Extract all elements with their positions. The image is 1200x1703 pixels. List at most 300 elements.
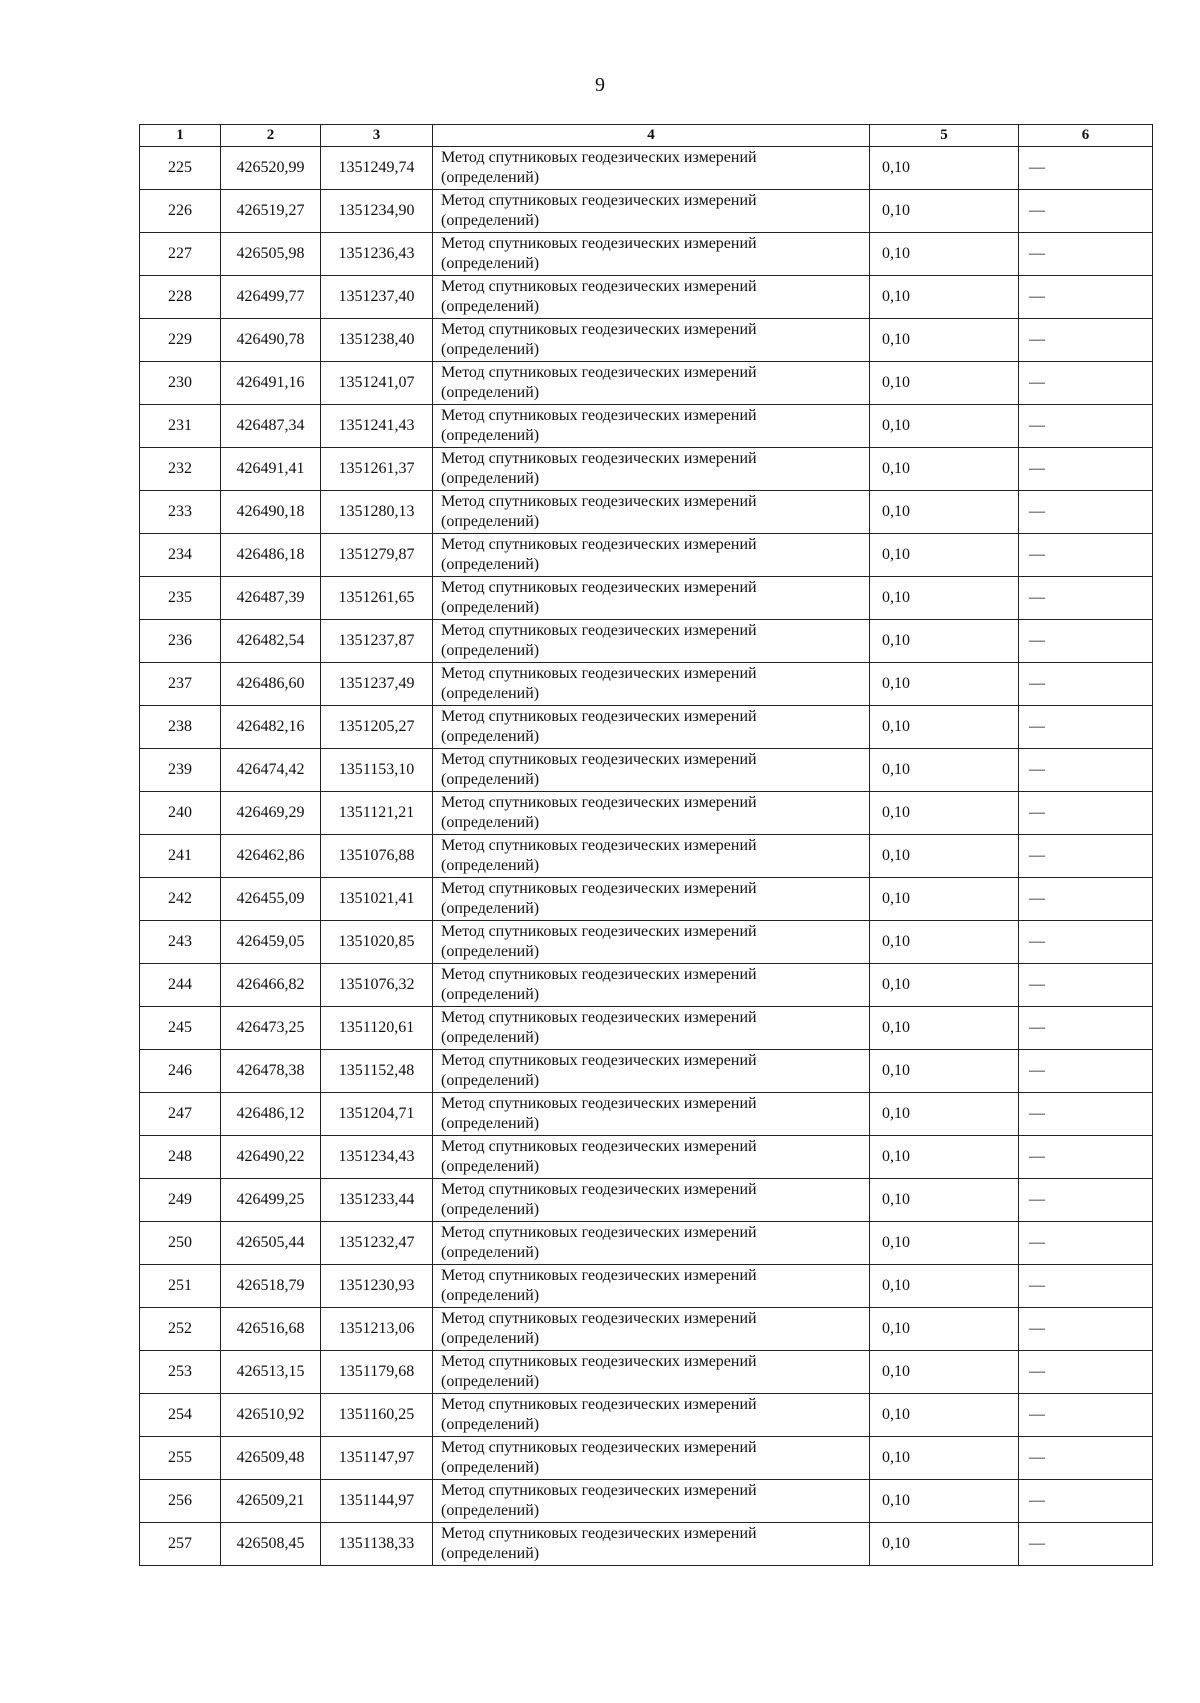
method-text: Метод спутниковых геодезических измерений [441, 622, 757, 639]
accuracy-value: 0,10 [870, 1136, 1019, 1179]
method-text-note: (определений) [441, 943, 540, 960]
method-text-note: (определений) [441, 1330, 540, 1347]
method-cell [433, 792, 870, 835]
method-text: Метод спутниковых геодезических измерений [441, 235, 757, 252]
method-cell [433, 706, 870, 749]
coordinate-y: 1351261,37 [321, 448, 433, 491]
method-cell [433, 448, 870, 491]
table-row [140, 1093, 1153, 1136]
accuracy-value: 0,10 [870, 1222, 1019, 1265]
method-text: Метод спутниковых геодезических измерений [441, 1181, 757, 1198]
description-dash: — [1019, 491, 1153, 534]
coordinate-y: 1351138,33 [321, 1523, 433, 1566]
coordinate-y: 1351241,07 [321, 362, 433, 405]
method-cell [433, 362, 870, 405]
table-row [140, 1480, 1153, 1523]
point-number: 233 [140, 491, 221, 534]
method-text-note: (определений) [441, 1029, 540, 1046]
coordinate-y: 1351152,48 [321, 1050, 433, 1093]
coordinate-y: 1351021,41 [321, 878, 433, 921]
method-text: Метод спутниковых геодезических измерений [441, 1052, 757, 1069]
method-text: Метод спутниковых геодезических измерений [441, 149, 757, 166]
coordinate-x: 426499,77 [221, 276, 321, 319]
point-number: 245 [140, 1007, 221, 1050]
description-dash: — [1019, 147, 1153, 190]
method-text: Метод спутниковых геодезических измерений [441, 751, 757, 768]
accuracy-value: 0,10 [870, 663, 1019, 706]
method-text: Метод спутниковых геодезических измерений [441, 1095, 757, 1112]
method-text: Метод спутниковых геодезических измерений [441, 1009, 757, 1026]
coordinate-y: 1351238,40 [321, 319, 433, 362]
table-row [140, 1222, 1153, 1265]
table-row [140, 663, 1153, 706]
coordinates-table [139, 124, 1153, 1566]
table-row [140, 1308, 1153, 1351]
coordinate-x: 426455,09 [221, 878, 321, 921]
header-col-2: 2 [221, 125, 321, 147]
method-cell [433, 749, 870, 792]
header-col-4: 4 [433, 125, 870, 147]
method-text-note: (определений) [441, 599, 540, 616]
method-text-note: (определений) [441, 427, 540, 444]
coordinate-x: 426487,39 [221, 577, 321, 620]
method-text-note: (определений) [441, 1502, 540, 1519]
accuracy-value: 0,10 [870, 405, 1019, 448]
method-cell [433, 1394, 870, 1437]
accuracy-value: 0,10 [870, 1050, 1019, 1093]
accuracy-value: 0,10 [870, 577, 1019, 620]
method-cell [433, 1050, 870, 1093]
coordinate-x: 426490,22 [221, 1136, 321, 1179]
table-body [140, 147, 1153, 1566]
accuracy-value: 0,10 [870, 921, 1019, 964]
point-number: 235 [140, 577, 221, 620]
coordinate-y: 1351147,97 [321, 1437, 433, 1480]
method-text: Метод спутниковых геодезических измерений [441, 1267, 757, 1284]
method-text-note: (определений) [441, 728, 540, 745]
method-text: Метод спутниковых геодезических измерений [441, 1310, 757, 1327]
accuracy-value: 0,10 [870, 1179, 1019, 1222]
header-col-3: 3 [321, 125, 433, 147]
point-number: 249 [140, 1179, 221, 1222]
table-row [140, 878, 1153, 921]
description-dash: — [1019, 792, 1153, 835]
method-cell [433, 276, 870, 319]
description-dash: — [1019, 620, 1153, 663]
method-text-note: (определений) [441, 1072, 540, 1089]
accuracy-value: 0,10 [870, 1480, 1019, 1523]
accuracy-value: 0,10 [870, 1007, 1019, 1050]
coordinate-x: 426519,27 [221, 190, 321, 233]
method-text-note: (определений) [441, 900, 540, 917]
header-col-5: 5 [870, 125, 1019, 147]
coordinate-x: 426466,82 [221, 964, 321, 1007]
coordinate-x: 426482,16 [221, 706, 321, 749]
description-dash: — [1019, 1265, 1153, 1308]
point-number: 244 [140, 964, 221, 1007]
coordinate-x: 426459,05 [221, 921, 321, 964]
point-number: 239 [140, 749, 221, 792]
coordinate-y: 1351279,87 [321, 534, 433, 577]
method-text-note: (определений) [441, 341, 540, 358]
accuracy-value: 0,10 [870, 1265, 1019, 1308]
method-cell [433, 1007, 870, 1050]
coordinate-x: 426490,18 [221, 491, 321, 534]
method-text: Метод спутниковых геодезических измерений [441, 364, 757, 381]
description-dash: — [1019, 1136, 1153, 1179]
point-number: 251 [140, 1265, 221, 1308]
coordinate-y: 1351020,85 [321, 921, 433, 964]
method-text-note: (определений) [441, 857, 540, 874]
table-row [140, 1265, 1153, 1308]
coordinate-y: 1351261,65 [321, 577, 433, 620]
method-text-note: (определений) [441, 212, 540, 229]
table-row [140, 921, 1153, 964]
coordinate-x: 426491,41 [221, 448, 321, 491]
point-number: 242 [140, 878, 221, 921]
coordinate-y: 1351121,21 [321, 792, 433, 835]
accuracy-value: 0,10 [870, 147, 1019, 190]
accuracy-value: 0,10 [870, 964, 1019, 1007]
coordinate-x: 426513,15 [221, 1351, 321, 1394]
coordinate-y: 1351233,44 [321, 1179, 433, 1222]
coordinate-y: 1351249,74 [321, 147, 433, 190]
method-cell [433, 663, 870, 706]
method-cell [433, 147, 870, 190]
description-dash: — [1019, 964, 1153, 1007]
coordinate-y: 1351237,40 [321, 276, 433, 319]
point-number: 256 [140, 1480, 221, 1523]
method-text-note: (определений) [441, 1287, 540, 1304]
description-dash: — [1019, 1308, 1153, 1351]
table-row [140, 964, 1153, 1007]
description-dash: — [1019, 1437, 1153, 1480]
point-number: 234 [140, 534, 221, 577]
accuracy-value: 0,10 [870, 190, 1019, 233]
method-text-note: (определений) [441, 470, 540, 487]
description-dash: — [1019, 448, 1153, 491]
coordinate-x: 426509,48 [221, 1437, 321, 1480]
table-row [140, 1179, 1153, 1222]
point-number: 254 [140, 1394, 221, 1437]
coordinate-x: 426473,25 [221, 1007, 321, 1050]
table-row [140, 1007, 1153, 1050]
coordinate-x: 426478,38 [221, 1050, 321, 1093]
method-text-note: (определений) [441, 814, 540, 831]
point-number: 252 [140, 1308, 221, 1351]
coordinate-x: 426516,68 [221, 1308, 321, 1351]
table-row [140, 448, 1153, 491]
coordinate-x: 426508,45 [221, 1523, 321, 1566]
coordinate-x: 426486,60 [221, 663, 321, 706]
description-dash: — [1019, 1394, 1153, 1437]
description-dash: — [1019, 835, 1153, 878]
point-number: 228 [140, 276, 221, 319]
description-dash: — [1019, 577, 1153, 620]
method-text: Метод спутниковых геодезических измерений [441, 1353, 757, 1370]
accuracy-value: 0,10 [870, 1394, 1019, 1437]
accuracy-value: 0,10 [870, 491, 1019, 534]
description-dash: — [1019, 1222, 1153, 1265]
method-cell [433, 964, 870, 1007]
description-dash: — [1019, 1523, 1153, 1566]
method-text-note: (определений) [441, 771, 540, 788]
table-row [140, 405, 1153, 448]
table-row [140, 190, 1153, 233]
point-number: 247 [140, 1093, 221, 1136]
coordinate-x: 426505,98 [221, 233, 321, 276]
coordinate-y: 1351120,61 [321, 1007, 433, 1050]
accuracy-value: 0,10 [870, 792, 1019, 835]
table-row [140, 1523, 1153, 1566]
description-dash: — [1019, 1050, 1153, 1093]
description-dash: — [1019, 1351, 1153, 1394]
accuracy-value: 0,10 [870, 1093, 1019, 1136]
description-dash: — [1019, 749, 1153, 792]
point-number: 237 [140, 663, 221, 706]
description-dash: — [1019, 190, 1153, 233]
coordinate-y: 1351234,90 [321, 190, 433, 233]
method-cell [433, 319, 870, 362]
accuracy-value: 0,10 [870, 233, 1019, 276]
coordinate-x: 426487,34 [221, 405, 321, 448]
accuracy-value: 0,10 [870, 362, 1019, 405]
method-text-note: (определений) [441, 1545, 540, 1562]
method-cell [433, 1480, 870, 1523]
coordinate-x: 426462,86 [221, 835, 321, 878]
method-cell [433, 1179, 870, 1222]
point-number: 229 [140, 319, 221, 362]
table-row [140, 362, 1153, 405]
table-row [140, 1394, 1153, 1437]
header-col-1: 1 [140, 125, 221, 147]
header-row [140, 125, 1153, 147]
method-text: Метод спутниковых геодезических измерений [441, 794, 757, 811]
method-text-note: (определений) [441, 169, 540, 186]
table-row [140, 577, 1153, 620]
table-row [140, 620, 1153, 663]
method-cell [433, 1265, 870, 1308]
method-text-note: (определений) [441, 1201, 540, 1218]
description-dash: — [1019, 1480, 1153, 1523]
description-dash: — [1019, 534, 1153, 577]
method-text: Метод спутниковых геодезических измерений [441, 880, 757, 897]
table-row [140, 706, 1153, 749]
description-dash: — [1019, 276, 1153, 319]
table-row [140, 1136, 1153, 1179]
method-cell [433, 1222, 870, 1265]
point-number: 226 [140, 190, 221, 233]
coordinate-y: 1351232,47 [321, 1222, 433, 1265]
method-text-note: (определений) [441, 255, 540, 272]
method-text: Метод спутниковых геодезических измерений [441, 1396, 757, 1413]
method-text-note: (определений) [441, 685, 540, 702]
point-number: 255 [140, 1437, 221, 1480]
method-cell [433, 835, 870, 878]
method-cell [433, 1308, 870, 1351]
description-dash: — [1019, 233, 1153, 276]
method-text: Метод спутниковых геодезических измерений [441, 923, 757, 940]
coordinate-x: 426499,25 [221, 1179, 321, 1222]
method-text: Метод спутниковых геодезических измерений [441, 493, 757, 510]
point-number: 253 [140, 1351, 221, 1394]
coordinate-x: 426482,54 [221, 620, 321, 663]
method-text: Метод спутниковых геодезических измерений [441, 321, 757, 338]
table-row [140, 233, 1153, 276]
table-row [140, 1351, 1153, 1394]
accuracy-value: 0,10 [870, 835, 1019, 878]
method-text: Метод спутниковых геодезических измерений [441, 450, 757, 467]
method-text: Метод спутниковых геодезических измерений [441, 1525, 757, 1542]
coordinate-y: 1351144,97 [321, 1480, 433, 1523]
accuracy-value: 0,10 [870, 1351, 1019, 1394]
accuracy-value: 0,10 [870, 1523, 1019, 1566]
coordinate-x: 426505,44 [221, 1222, 321, 1265]
method-text-note: (определений) [441, 556, 540, 573]
coordinate-x: 426509,21 [221, 1480, 321, 1523]
point-number: 241 [140, 835, 221, 878]
method-text: Метод спутниковых геодезических измерений [441, 1138, 757, 1155]
point-number: 250 [140, 1222, 221, 1265]
description-dash: — [1019, 921, 1153, 964]
description-dash: — [1019, 405, 1153, 448]
point-number: 243 [140, 921, 221, 964]
coordinate-y: 1351236,43 [321, 233, 433, 276]
coordinate-x: 426520,99 [221, 147, 321, 190]
point-number: 238 [140, 706, 221, 749]
method-text: Метод спутниковых геодезических измерений [441, 278, 757, 295]
accuracy-value: 0,10 [870, 319, 1019, 362]
method-text-note: (определений) [441, 1115, 540, 1132]
coordinate-y: 1351280,13 [321, 491, 433, 534]
method-text-note: (определений) [441, 384, 540, 401]
description-dash: — [1019, 706, 1153, 749]
coordinate-x: 426510,92 [221, 1394, 321, 1437]
method-cell [433, 1351, 870, 1394]
coordinate-x: 426469,29 [221, 792, 321, 835]
header-col-6: 6 [1019, 125, 1153, 147]
coordinate-y: 1351234,43 [321, 1136, 433, 1179]
coordinate-y: 1351205,27 [321, 706, 433, 749]
coordinate-x: 426490,78 [221, 319, 321, 362]
table-row [140, 792, 1153, 835]
coordinate-y: 1351237,49 [321, 663, 433, 706]
point-number: 246 [140, 1050, 221, 1093]
method-cell [433, 577, 870, 620]
point-number: 230 [140, 362, 221, 405]
method-cell [433, 405, 870, 448]
method-text-note: (определений) [441, 1373, 540, 1390]
point-number: 257 [140, 1523, 221, 1566]
method-cell [433, 1437, 870, 1480]
description-dash: — [1019, 319, 1153, 362]
description-dash: — [1019, 362, 1153, 405]
description-dash: — [1019, 663, 1153, 706]
method-cell [433, 491, 870, 534]
description-dash: — [1019, 1093, 1153, 1136]
coordinate-y: 1351179,68 [321, 1351, 433, 1394]
method-text-note: (определений) [441, 1244, 540, 1261]
coordinate-x: 426491,16 [221, 362, 321, 405]
coordinate-x: 426518,79 [221, 1265, 321, 1308]
method-cell [433, 1523, 870, 1566]
method-text-note: (определений) [441, 1158, 540, 1175]
point-number: 248 [140, 1136, 221, 1179]
method-text: Метод спутниковых геодезических измерений [441, 1482, 757, 1499]
method-cell [433, 620, 870, 663]
accuracy-value: 0,10 [870, 620, 1019, 663]
method-text: Метод спутниковых геодезических измерений [441, 966, 757, 983]
method-text: Метод спутниковых геодезических измерений [441, 407, 757, 424]
accuracy-value: 0,10 [870, 706, 1019, 749]
accuracy-value: 0,10 [870, 749, 1019, 792]
coordinate-y: 1351076,32 [321, 964, 433, 1007]
method-cell [433, 1093, 870, 1136]
table-row [140, 276, 1153, 319]
coordinate-x: 426486,18 [221, 534, 321, 577]
coordinate-y: 1351241,43 [321, 405, 433, 448]
method-text: Метод спутниковых геодезических измерений [441, 192, 757, 209]
accuracy-value: 0,10 [870, 1437, 1019, 1480]
coordinate-y: 1351076,88 [321, 835, 433, 878]
page-number: 9 [595, 74, 605, 96]
accuracy-value: 0,10 [870, 878, 1019, 921]
method-text-note: (определений) [441, 298, 540, 315]
table-row [140, 1437, 1153, 1480]
table-row [140, 835, 1153, 878]
method-text-note: (определений) [441, 642, 540, 659]
table-row [140, 534, 1153, 577]
coordinate-y: 1351237,87 [321, 620, 433, 663]
coordinate-y: 1351160,25 [321, 1394, 433, 1437]
coordinate-y: 1351230,93 [321, 1265, 433, 1308]
accuracy-value: 0,10 [870, 276, 1019, 319]
table-row [140, 1050, 1153, 1093]
coordinate-y: 1351204,71 [321, 1093, 433, 1136]
method-text: Метод спутниковых геодезических измерений [441, 536, 757, 553]
table-row [140, 147, 1153, 190]
accuracy-value: 0,10 [870, 534, 1019, 577]
method-cell [433, 1136, 870, 1179]
method-text-note: (определений) [441, 986, 540, 1003]
coordinate-x: 426486,12 [221, 1093, 321, 1136]
coordinate-x: 426474,42 [221, 749, 321, 792]
method-cell [433, 233, 870, 276]
method-cell [433, 878, 870, 921]
point-number: 236 [140, 620, 221, 663]
accuracy-value: 0,10 [870, 1308, 1019, 1351]
description-dash: — [1019, 1179, 1153, 1222]
method-cell [433, 534, 870, 577]
method-text-note: (определений) [441, 1416, 540, 1433]
method-text: Метод спутниковых геодезических измерений [441, 837, 757, 854]
method-text: Метод спутниковых геодезических измерений [441, 665, 757, 682]
method-text-note: (определений) [441, 513, 540, 530]
table-row [140, 749, 1153, 792]
point-number: 240 [140, 792, 221, 835]
description-dash: — [1019, 1007, 1153, 1050]
method-text: Метод спутниковых геодезических измерений [441, 1224, 757, 1241]
accuracy-value: 0,10 [870, 448, 1019, 491]
description-dash: — [1019, 878, 1153, 921]
table-row [140, 491, 1153, 534]
point-number: 232 [140, 448, 221, 491]
method-text-note: (определений) [441, 1459, 540, 1476]
method-cell [433, 921, 870, 964]
table-row [140, 319, 1153, 362]
method-text: Метод спутниковых геодезических измерений [441, 1439, 757, 1456]
point-number: 231 [140, 405, 221, 448]
